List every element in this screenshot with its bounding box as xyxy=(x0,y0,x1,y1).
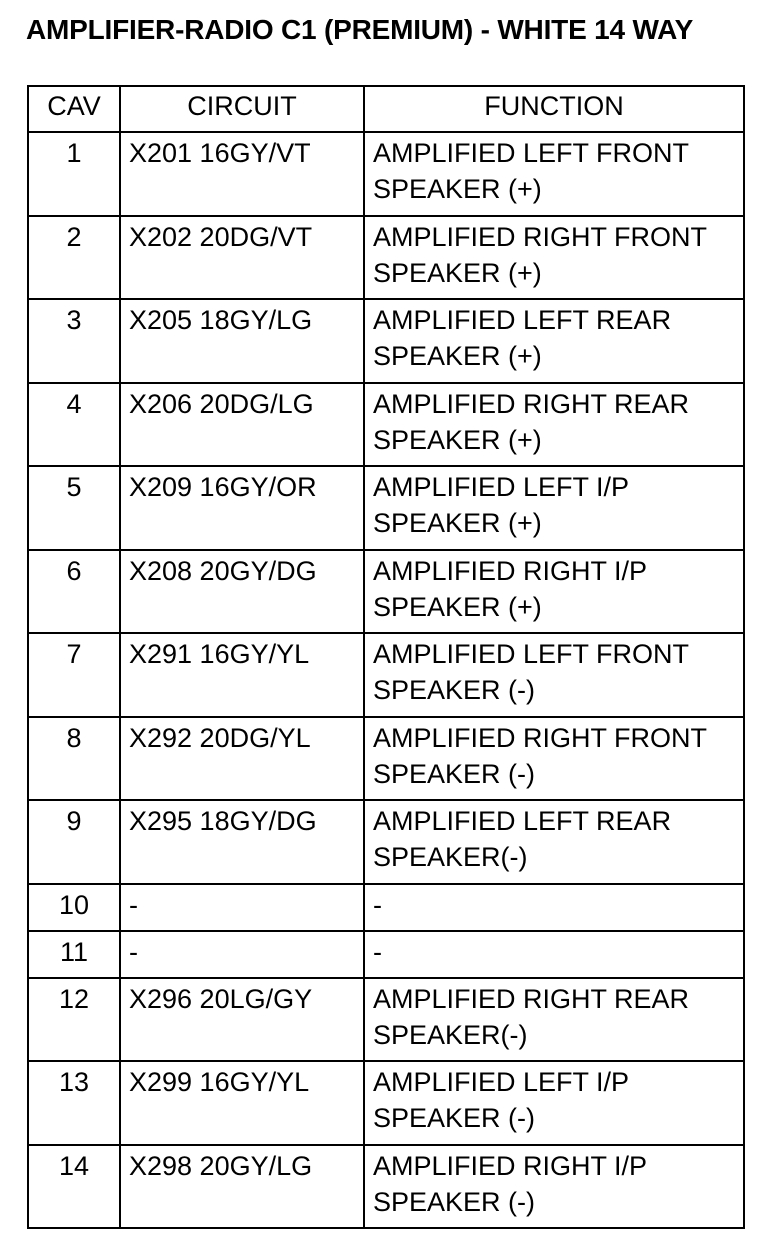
function-cell: AMPLIFIED RIGHT FRONT SPEAKER (-) xyxy=(364,717,744,801)
cav-cell: 12 xyxy=(28,978,120,1062)
cav-cell: 9 xyxy=(28,800,120,884)
circuit-cell: - xyxy=(120,884,364,931)
circuit-cell: X208 20GY/DG xyxy=(120,550,364,634)
cav-cell: 1 xyxy=(28,132,120,216)
table-row xyxy=(28,931,744,978)
function-cell: AMPLIFIED RIGHT REAR SPEAKER(-) xyxy=(364,978,744,1062)
function-cell: AMPLIFIED LEFT REAR SPEAKER(-) xyxy=(364,800,744,884)
table-row xyxy=(28,717,744,801)
circuit-cell: X292 20DG/YL xyxy=(120,717,364,801)
circuit-cell: - xyxy=(120,931,364,978)
function-cell: AMPLIFIED RIGHT FRONT SPEAKER (+) xyxy=(364,216,744,300)
function-cell: - xyxy=(364,884,744,931)
function-cell: AMPLIFIED LEFT I/P SPEAKER (-) xyxy=(364,1061,744,1145)
circuit-cell: X206 20DG/LG xyxy=(120,383,364,467)
table-row xyxy=(28,466,744,550)
connector-pinout-table xyxy=(27,85,745,1229)
cav-cell: 4 xyxy=(28,383,120,467)
circuit-cell: X209 16GY/OR xyxy=(120,466,364,550)
cav-cell: 6 xyxy=(28,550,120,634)
cav-cell: 2 xyxy=(28,216,120,300)
table-header-row xyxy=(28,86,744,132)
header-function: FUNCTION xyxy=(364,86,744,132)
cav-cell: 11 xyxy=(28,931,120,978)
function-cell: AMPLIFIED LEFT I/P SPEAKER (+) xyxy=(364,466,744,550)
table-row xyxy=(28,1061,744,1145)
circuit-cell: X202 20DG/VT xyxy=(120,216,364,300)
table-row xyxy=(28,216,744,300)
cav-cell: 8 xyxy=(28,717,120,801)
table-row xyxy=(28,1145,744,1229)
table-row xyxy=(28,383,744,467)
circuit-cell: X205 18GY/LG xyxy=(120,299,364,383)
function-cell: - xyxy=(364,931,744,978)
circuit-cell: X291 16GY/YL xyxy=(120,633,364,717)
circuit-cell: X295 18GY/DG xyxy=(120,800,364,884)
table-row xyxy=(28,633,744,717)
header-circuit: CIRCUIT xyxy=(120,86,364,132)
table-row xyxy=(28,299,744,383)
cav-cell: 5 xyxy=(28,466,120,550)
cav-cell: 14 xyxy=(28,1145,120,1229)
function-cell: AMPLIFIED RIGHT REAR SPEAKER (+) xyxy=(364,383,744,467)
table-row xyxy=(28,800,744,884)
function-cell: AMPLIFIED LEFT FRONT SPEAKER (+) xyxy=(364,132,744,216)
cav-cell: 10 xyxy=(28,884,120,931)
cav-cell: 13 xyxy=(28,1061,120,1145)
document-title: AMPLIFIER-RADIO C1 (PREMIUM) - WHITE 14 WAY xyxy=(26,14,694,45)
circuit-cell: X296 20LG/GY xyxy=(120,978,364,1062)
function-cell: AMPLIFIED LEFT FRONT SPEAKER (-) xyxy=(364,633,744,717)
cav-cell: 3 xyxy=(28,299,120,383)
circuit-cell: X201 16GY/VT xyxy=(120,132,364,216)
cav-cell: 7 xyxy=(28,633,120,717)
header-cav: CAV xyxy=(28,86,120,132)
table-row xyxy=(28,550,744,634)
table-row xyxy=(28,884,744,931)
function-cell: AMPLIFIED RIGHT I/P SPEAKER (+) xyxy=(364,550,744,634)
function-cell: AMPLIFIED RIGHT I/P SPEAKER (-) xyxy=(364,1145,744,1229)
table-row xyxy=(28,132,744,216)
function-cell: AMPLIFIED LEFT REAR SPEAKER (+) xyxy=(364,299,744,383)
table-row xyxy=(28,978,744,1062)
circuit-cell: X299 16GY/YL xyxy=(120,1061,364,1145)
circuit-cell: X298 20GY/LG xyxy=(120,1145,364,1229)
